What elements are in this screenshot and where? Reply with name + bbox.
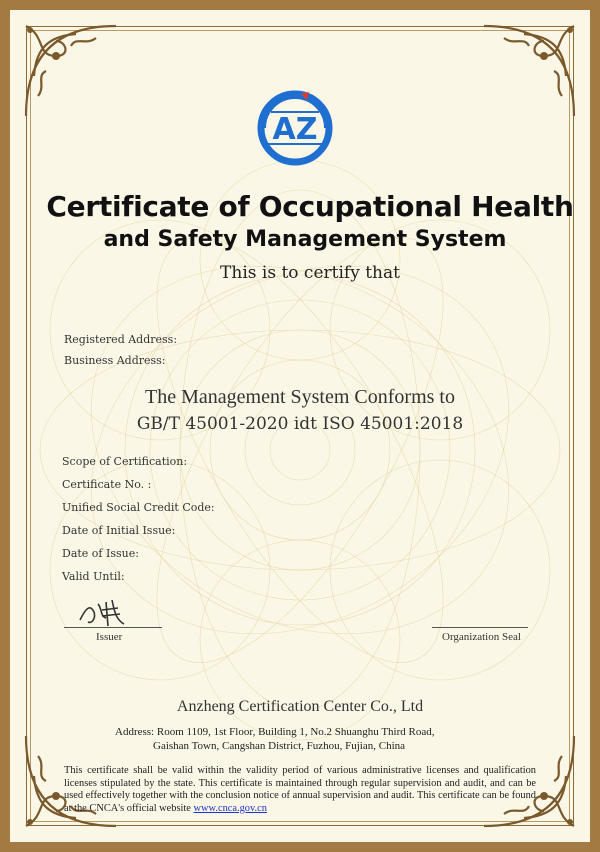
conformance-line2: GB/T 45001-2020 idt ISO 45001:2018	[136, 414, 464, 434]
seal-label: Organization Seal	[442, 631, 521, 643]
notice-text: This certificate shall be valid within the validity period of various administrative licenses and qualification licenses stipulated by the state. This certificate is maintained through regular supervision and audit, and can be used effectively together with the conclusion notice of annual supervision and audit. This certificate can be found at the CNCA's official website	[64, 765, 536, 814]
company-name: Anzheng Certification Center Co., Ltd	[176, 698, 424, 715]
certificate-no-label: Certificate No. :	[62, 478, 152, 491]
logo-letters: AZ	[272, 112, 318, 147]
certificate-title-line2: and Safety Management System	[103, 227, 507, 252]
validity-notice	[64, 765, 536, 815]
address-line1: Address: Room 1109, 1st Floor, Building 1, No.2 Shuanghu Third Road,	[115, 726, 435, 738]
certificate-title-line1: Certificate of Occupational Health	[46, 190, 574, 223]
scope-label: Scope of Certification:	[62, 455, 188, 468]
initial-issue-label: Date of Initial Issue:	[62, 524, 176, 537]
business-address-label: Business Address:	[64, 354, 166, 367]
address-line2: Gaishan Town, Cangshan District, Fuzhou, Fujian, China	[153, 740, 406, 752]
issuer-line	[64, 627, 162, 628]
issuer-label: Issuer	[96, 631, 123, 643]
anzheng-logo	[257, 90, 333, 166]
certify-text: This is to certify that	[220, 263, 400, 283]
credit-code-label: Unified Social Credit Code:	[62, 501, 215, 514]
corner-ornament	[474, 16, 584, 126]
company-address	[115, 725, 535, 753]
cnca-website-link[interactable]: www.cnca.gov.cn	[193, 802, 267, 814]
certificate-paper	[10, 10, 590, 842]
issue-date-label: Date of Issue:	[62, 547, 139, 560]
valid-until-label: Valid Until:	[62, 570, 125, 583]
registered-address-label: Registered Address:	[64, 333, 178, 346]
corner-ornament	[16, 16, 126, 126]
conformance-line1: The Management System Conforms to	[145, 386, 455, 408]
issuer-signature	[72, 594, 142, 630]
seal-line	[432, 627, 528, 628]
